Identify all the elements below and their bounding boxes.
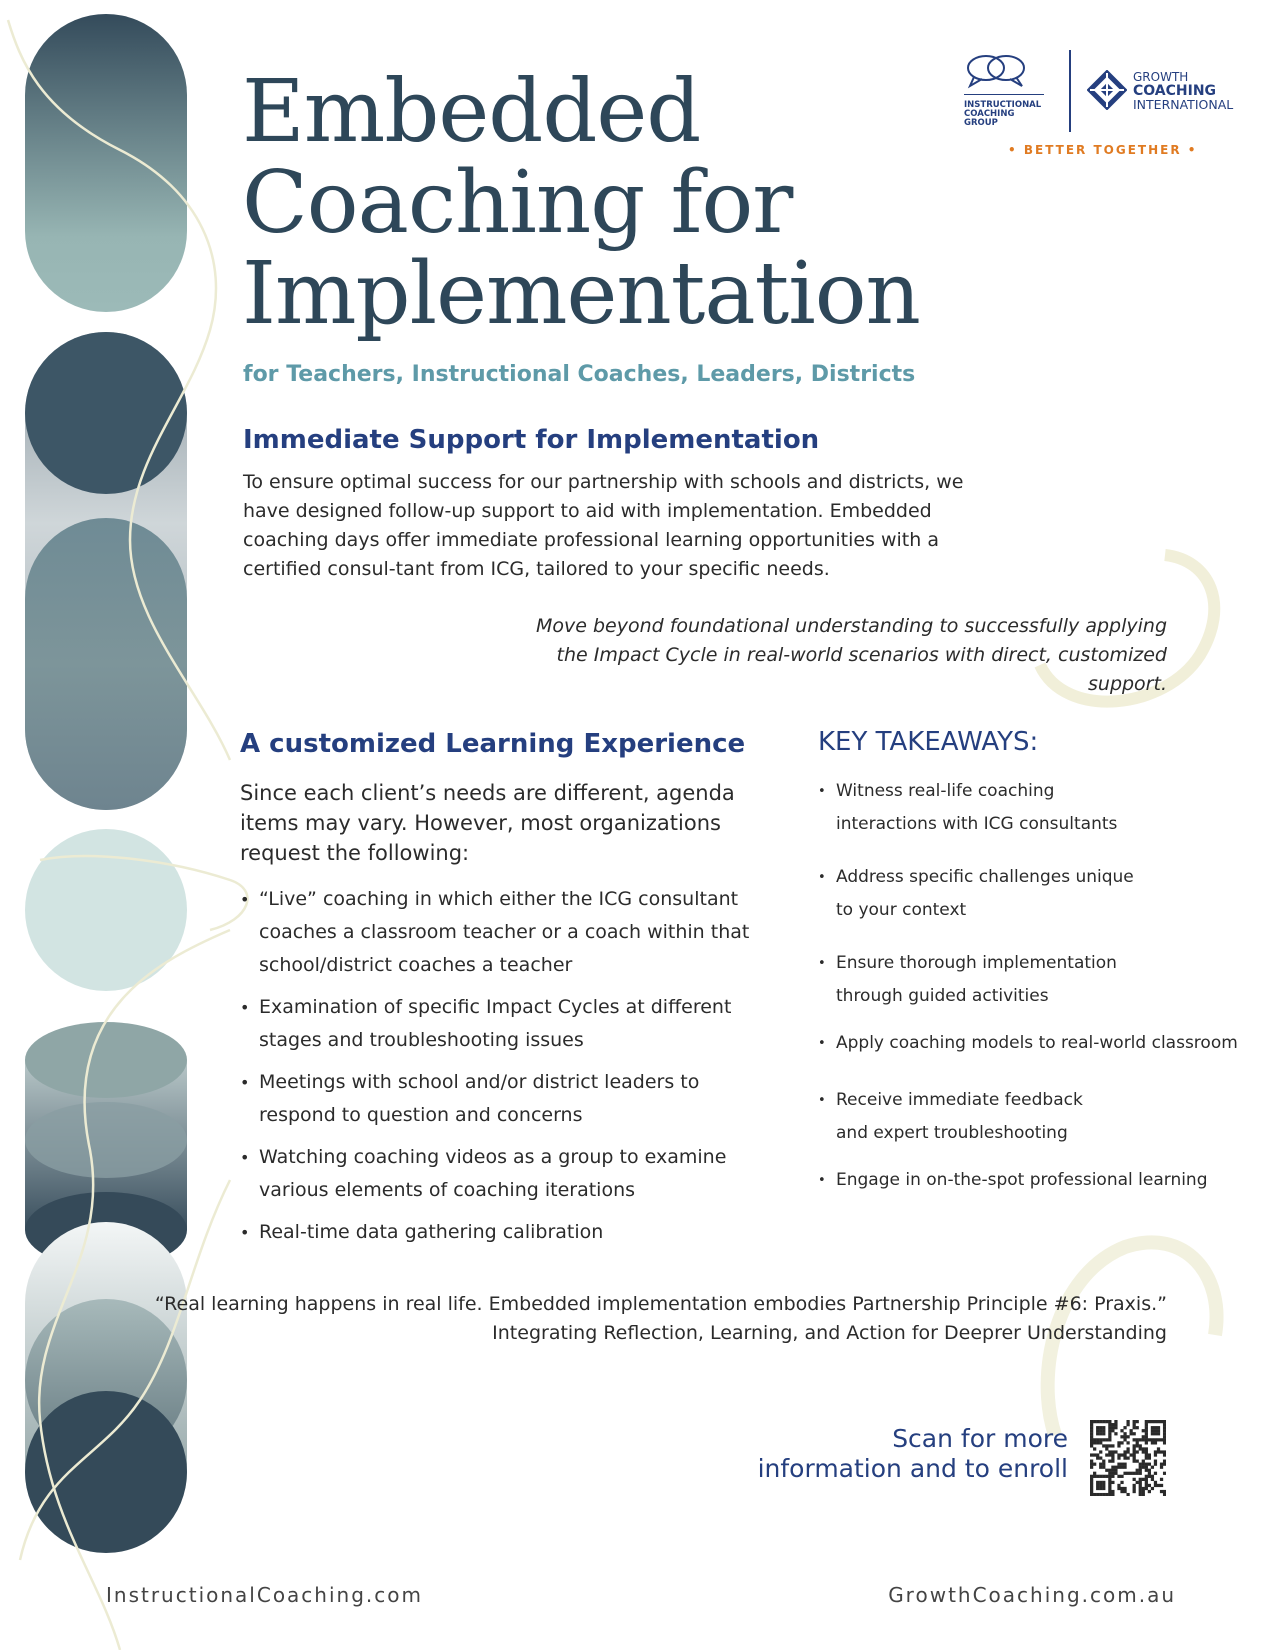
closing-subline: Integrating Reflection, Learning, and Action for Deeprer Understanding <box>492 1322 1167 1344</box>
takeaways-list <box>818 775 1238 1197</box>
list-item: • Apply coaching models to real-world classroom <box>818 1027 1238 1060</box>
customized-intro: Since each client’s needs are different, agenda items may vary. However, most organizations request the following: <box>240 781 735 865</box>
list-item: • Engage in on-the-spot professional learning <box>818 1164 1238 1197</box>
icg-logo-text <box>964 101 1041 128</box>
gci-logo-line: INTERNATIONAL <box>1133 97 1234 112</box>
logo-block <box>960 50 1235 165</box>
list-item: • Real-time data gathering calibration <box>240 1216 780 1249</box>
footer-link-growth-coaching[interactable]: GrowthCoaching.com.au <box>888 1583 1176 1607</box>
section-heading-immediate-support: Immediate Support for Implementation <box>243 425 820 455</box>
scan-callout <box>758 1424 1068 1484</box>
decorative-shapes-column <box>0 0 260 1650</box>
intro-paragraph: To ensure optimal success for our partnership with schools and districts, we have designed follow-up support to aid with implementation. Embedded coaching days offer immediate professional learning opportunities with a certified consul-tant from ICG, tailored to your specific needs. <box>243 471 964 580</box>
logo-divider <box>1069 50 1071 132</box>
page-title-line-3: Implementation <box>242 244 920 344</box>
list-item: • Address specific challenges unique to your context <box>818 861 1136 927</box>
capsule-shape <box>25 14 187 312</box>
section-heading-key-takeaways: KEY TAKEAWAYS: <box>818 727 1039 757</box>
speech-bubbles-icon <box>964 52 1028 92</box>
list-item: • Witness real-life coaching interactions with ICG consultants <box>818 775 1136 841</box>
section-heading-customized: A customized Learning Experience <box>240 729 746 759</box>
highlight-quote: Move beyond foundational understanding to successfully applying the Impact Cycle in real-world scenarios with direct, customized support. <box>535 615 1167 695</box>
tagline: • BETTER TOGETHER • <box>1008 143 1198 157</box>
icg-logo-line: GROUP <box>964 118 998 128</box>
circle-shape <box>25 829 187 991</box>
gci-logo-line: COACHING <box>1133 83 1217 99</box>
list-item: • Meetings with school and/or district leaders to respond to question and concerns <box>240 1066 780 1132</box>
closing-quote-block <box>155 1290 1167 1348</box>
logo-rule <box>964 94 1044 95</box>
scan-line-2: information and to enroll <box>757 1454 1068 1483</box>
page-title-line-1: Embedded <box>242 62 701 162</box>
request-list <box>240 883 780 1258</box>
list-item: • Watching coaching videos as a group to examine various elements of coaching iterations <box>240 1141 780 1207</box>
closing-quote: “Real learning happens in real life. Embedded implementation embodies Partnership Principle #6: Praxis.” <box>154 1293 1167 1315</box>
icg-logo-line: INSTRUCTIONAL <box>964 100 1042 110</box>
icg-logo-line: COACHING <box>964 109 1015 119</box>
gci-logo-line: GROWTH <box>1133 70 1189 84</box>
gci-logo-text <box>1133 70 1233 112</box>
list-item: • Ensure thorough implementation through guided activities <box>818 947 1176 1013</box>
capsule-shape <box>25 518 187 810</box>
footer-link-instructional-coaching[interactable]: InstructionalCoaching.com <box>106 1583 423 1607</box>
cylinder-top <box>25 1022 187 1098</box>
list-item: • “Live” coaching in which either the ICG consultant coaches a classroom teacher or a coach within that school/district coaches a teacher <box>240 883 780 982</box>
list-item: • Receive immediate feedback and expert troubleshooting <box>818 1084 1116 1150</box>
qr-code[interactable] <box>1090 1420 1166 1496</box>
circle-shape <box>25 332 187 494</box>
list-item: • Examination of specific Impact Cycles at different stages and troubleshooting issues <box>240 991 780 1057</box>
subtitle: for Teachers, Instructional Coaches, Leaders, Districts <box>243 362 916 387</box>
diamond-logo-icon <box>1087 70 1127 110</box>
scan-line-1: Scan for more <box>892 1424 1068 1453</box>
page-title-line-2: Coaching for <box>242 153 793 253</box>
